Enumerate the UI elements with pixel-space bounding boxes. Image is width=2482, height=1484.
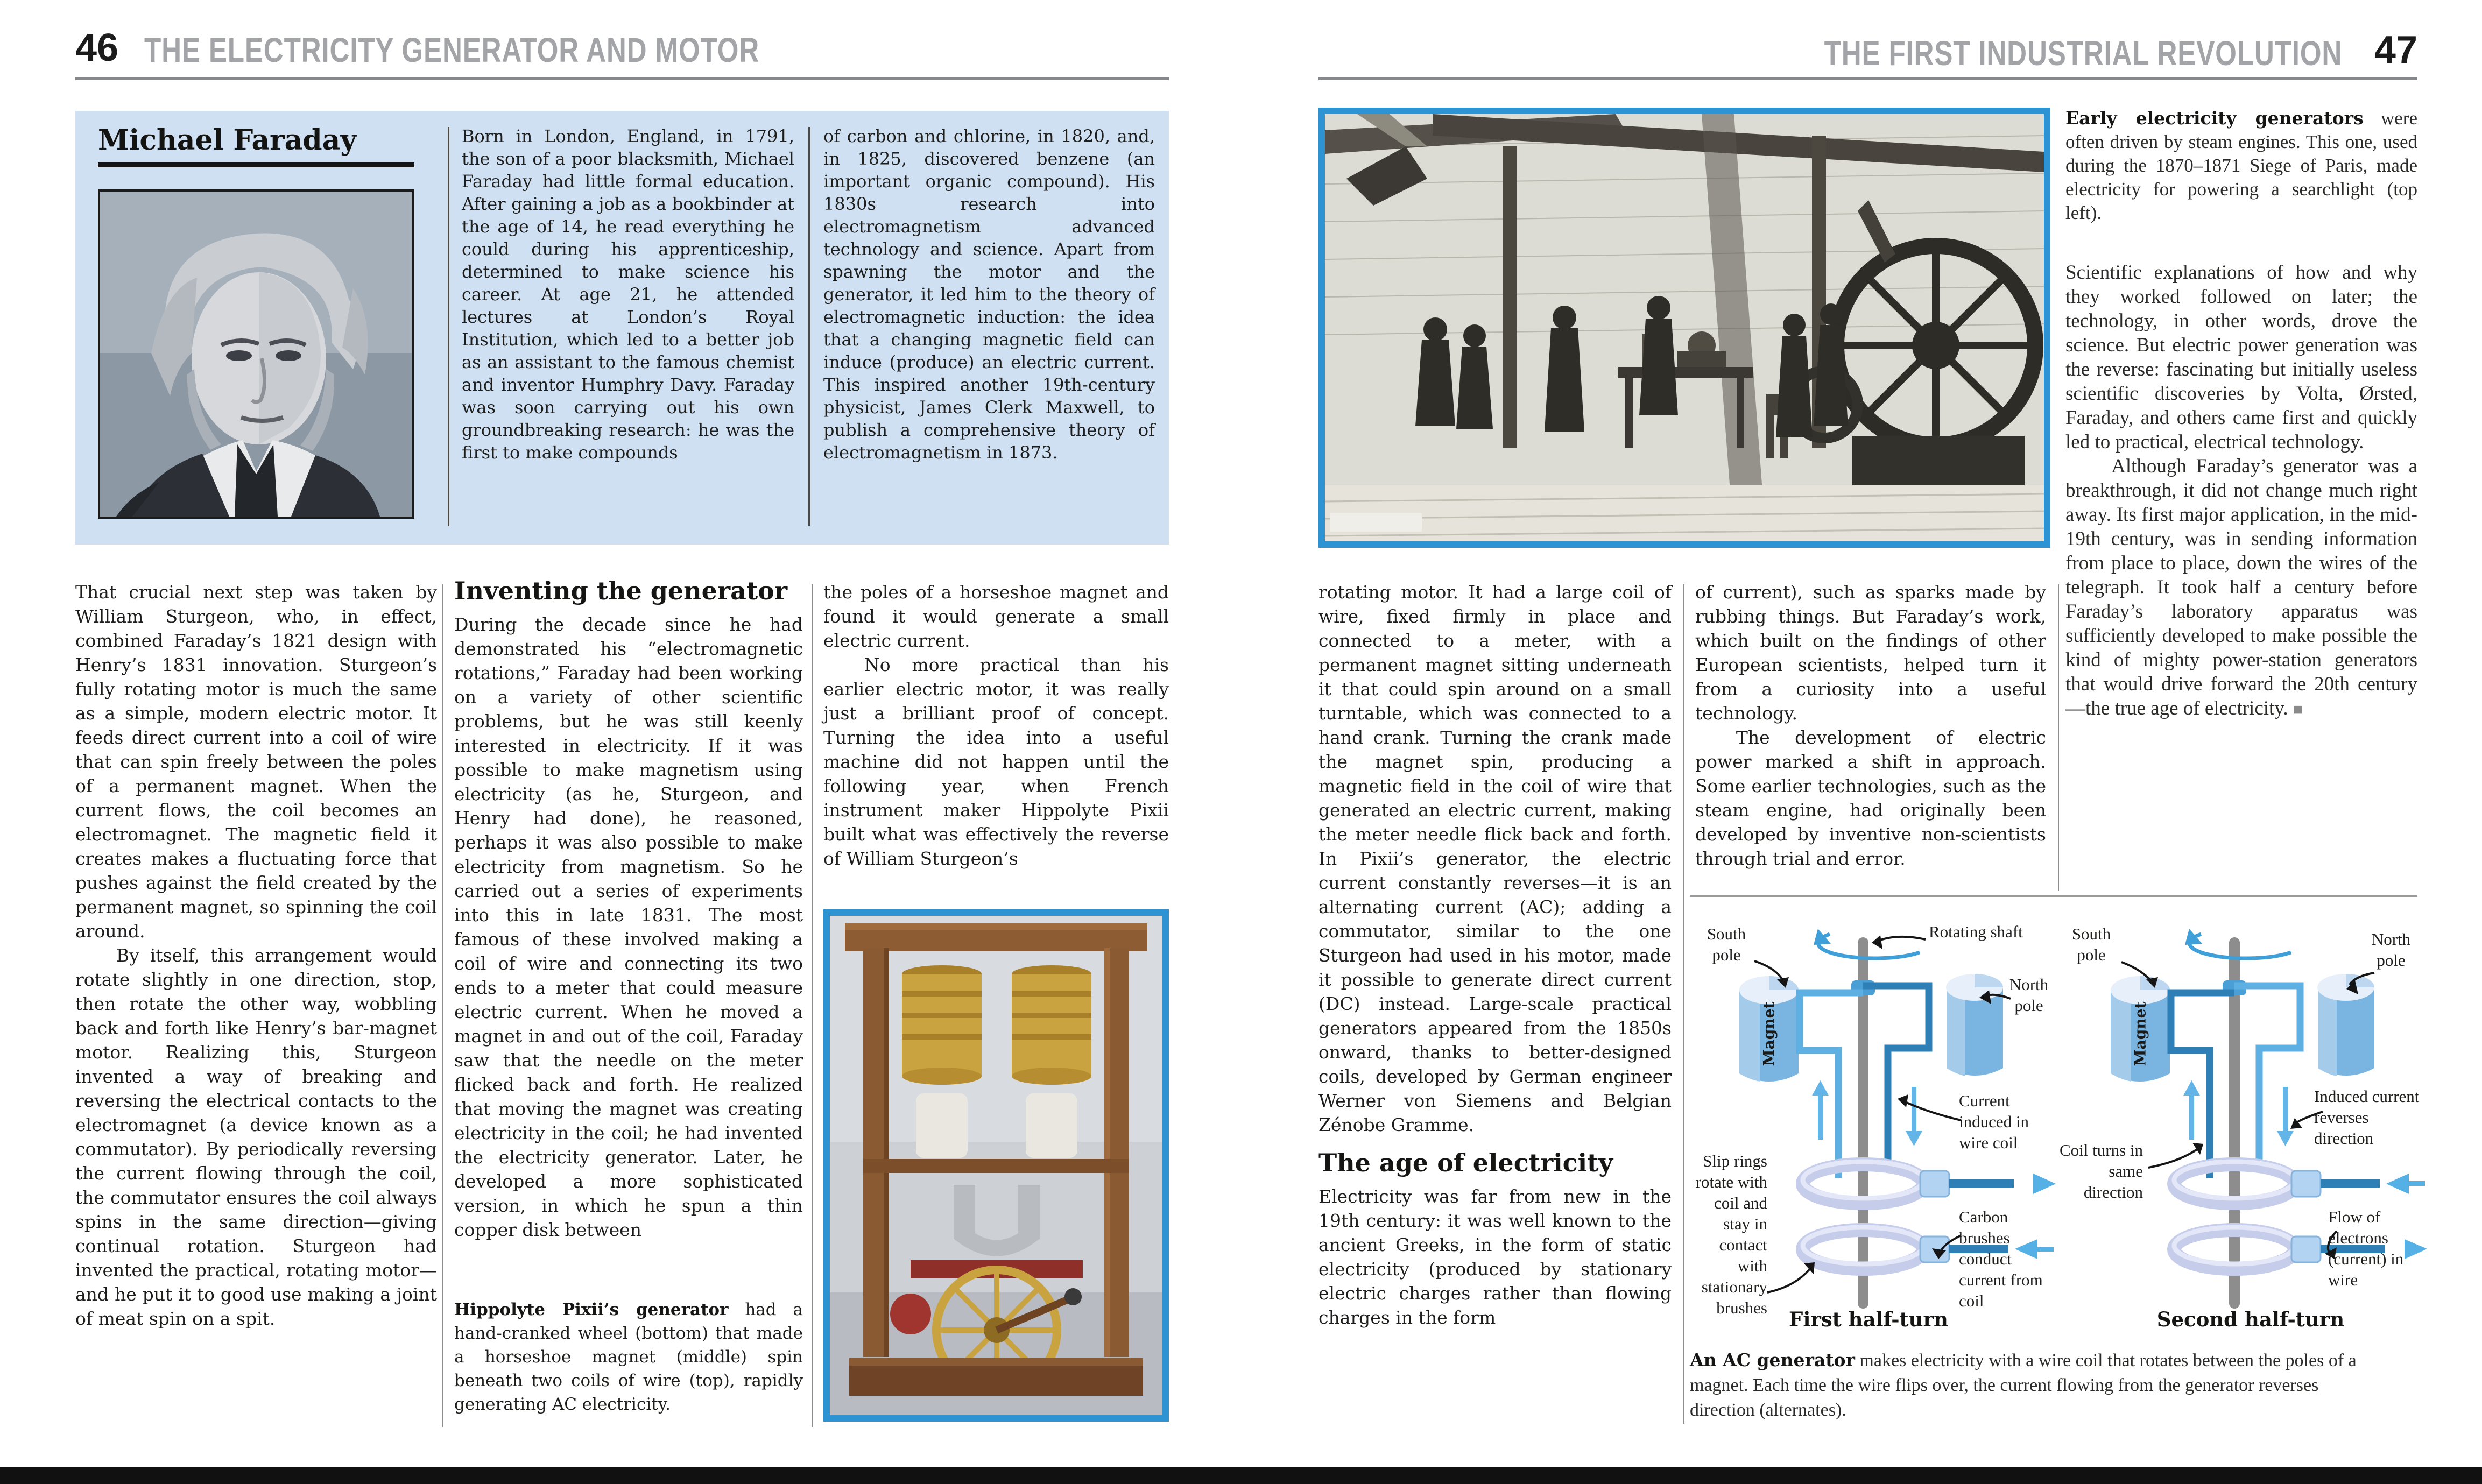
label-coil-turns: Coil turns in same direction <box>2059 1141 2143 1202</box>
running-head-right-text: THE FIRST INDUSTRIAL REVOLUTION <box>1824 34 2342 73</box>
right-col4-paragraph-2-text: Although Faraday’s generator was a breakthrough, it did not change much right away. Its first major application, in the mid-19th century, was in sending information from place to place, down the wires of the telegraph. It took half a century before Faraday’s laboratory apparatus was sufficiently developed to make possible the kind of mighty power-station generators that would drive forward the 20th century—the true age of electricity. <box>2065 455 2417 719</box>
label-south-pole-second: South pole <box>2071 924 2111 964</box>
pixii-generator-art <box>830 916 1162 1415</box>
left-column-divider-2 <box>812 584 813 1427</box>
label-current-induced: Current induced in wire coil <box>1959 1091 2029 1152</box>
left-body-column-1 <box>75 580 437 1331</box>
header-rule-right <box>1318 77 2417 80</box>
label-magnet-first: Magnet <box>1760 1001 1778 1066</box>
faraday-portrait-art <box>100 192 412 517</box>
engraving-caption <box>2065 107 2417 225</box>
left-col3-paragraph-2: No more practical than his earlier electric motor, it was really just a brilliant proof of concept. Turning the idea into a useful machine did not happen until the following year, when French instrument maker Hippolyte Pixii built what was effectively the reverse of William Sturgeon’s <box>823 654 1169 869</box>
coil-left <box>902 965 982 1085</box>
right-column-divider-1 <box>1683 584 1684 1424</box>
label-induced-current: Induced current reverses direction <box>2314 1087 2420 1148</box>
right-col4-paragraph-1: Scientific explanations of how and why they worked followed on later; the technology, in other words, drove the science. But electric power generation was the reverse: fascinating but initially useless scientific discoveries by Volta, Ørsted, Faraday, and others came first and quickly led to practical, electrical technology. <box>2065 262 2417 453</box>
ac-generator-caption <box>1690 1348 2368 1423</box>
faraday-box-title: Michael Faraday <box>98 124 357 157</box>
label-north-pole-second: North pole <box>2371 930 2411 970</box>
diagram-top-rule <box>1690 895 2417 897</box>
pixii-caption-lead: Hippolyte Pixii’s generator <box>454 1300 729 1319</box>
steam-generator-engraving-art <box>1325 114 2044 541</box>
engraving-caption-lead: Early electricity generators <box>2065 108 2364 129</box>
pixii-caption-rest: had a hand-cranked wheel (bottom) that made a horseshoe magnet (middle) spin beneath two coils of wire (top), rapidly generating AC electricity. <box>454 1300 803 1414</box>
steam-generator-engraving <box>1318 108 2050 548</box>
right-col1-paragraph-1: rotating motor. It had a large coil of wire, fixed firmly in place and connected to a meter, with a permanent magnet sitting underneath it that could spin around on a small turntable, which was connected to a hand crank. Turning the crank made the magnet spin, producing a magnetic field in the coil of wire that generated an electric current, making the meter needle flick back and forth. In Pixii’s generator, the electric current constantly reverses—it is an alternating current (AC); adding a commutator, similar to the one Sturgeon had used in his motor, made it possible to generate direct current (DC) instead. Large-scale practical generators appeared from the 1850s onward, thanks to better-designed coils, developed by German engineer Werner von Siemens and Belgian Zénobe Gramme. <box>1318 582 1672 1135</box>
label-carbon-brushes: Carbon brushes conduct current from coil <box>1959 1207 2043 1310</box>
right-col1-paragraph-2: Electricity was far from new in the 19th century: it was well known to the ancient Greeks, in the form of static electricity (produced by stationary electric charges rather than flowing charges in the form <box>1318 1186 1672 1328</box>
right-sidebar-column <box>2065 107 2417 722</box>
left-col1-paragraph-1: That crucial next step was taken by William Sturgeon, who, in effect, combined Faraday’s 1821 design with Henry’s 1831 innovation. Sturgeon’s fully rotating motor is much the same as a simple, modern electric motor. It feeds direct current into a coil of wire that can spin freely between the poles of a permanent magnet. When the current flows, the coil becomes an electromagnet. The magnetic field it creates makes a fluctuating force that pushes against the field created by the permanent magnet, so spinning the coil around. <box>75 582 437 942</box>
running-head-left-text: THE ELECTRICITY GENERATOR AND MOTOR <box>144 31 760 69</box>
left-column-divider-1 <box>442 584 443 1427</box>
right-body-column-1 <box>1318 580 1672 1330</box>
ac-generator-diagram-first <box>1686 909 2057 1334</box>
label-magnet-second: Magnet <box>2131 1001 2149 1066</box>
right-body-column-2 <box>1695 580 2046 871</box>
right-col4-paragraph-2 <box>2065 454 2417 722</box>
faraday-box-column-3 <box>823 125 1155 464</box>
label-rotating-shaft: Rotating shaft <box>1929 922 2023 941</box>
label-flow-of-electrons: Flow of electrons (current) in wire <box>2328 1207 2404 1289</box>
diagram-second-title: Second half-turn <box>2156 1308 2345 1331</box>
ac-caption-rest: makes electricity with a wire coil that rotates between the poles of a magnet. Each time the wire flips over, the current flowing from the generator reverses direction (alternates). <box>1690 1351 2357 1420</box>
box-column-divider-2 <box>808 127 810 526</box>
engraving-caption-rest: were often driven by steam engines. This one, used during the 1870–1871 Siege of Paris, made electricity for powering a searchlight (top left). <box>2065 108 2417 223</box>
inventing-generator-heading: Inventing the generator <box>454 576 788 605</box>
age-of-electricity-heading: The age of electricity <box>1318 1148 1613 1177</box>
right-column-divider-2 <box>2058 584 2059 891</box>
box-column-divider-1 <box>448 127 449 526</box>
faraday-box-col2-text: Born in London, England, in 1791, the son of a poor blacksmith, Michael Faraday had little formal education. After gaining a job as a bookbinder at the age of 14, he read everything he could during his apprenticeship, determined to make science his career. At age 21, he attended lectures at London’s Royal Institution, which led to a better job as an assistant to the famous chemist and inventor Humphry Davy. Faraday was soon carrying out his own groundbreaking research: he was the first to make compounds <box>462 126 794 463</box>
page-number-right: 47 <box>2374 29 2417 72</box>
right-col2-paragraph-2: The development of electric power marked a shift in approach. Some earlier technologies, such as the steam engine, had originally been developed by inventive non-scientists through trial and error. <box>1695 727 2046 869</box>
pixii-generator-photo <box>823 909 1169 1422</box>
right-col2-paragraph-1: of current), such as sparks made by rubbing things. But Faraday’s work, which built on the findings of other European scientists, helped turn it from a curiosity into a useful technology. <box>1695 582 2046 724</box>
left-body-column-2 <box>454 577 803 1242</box>
running-head-right <box>1318 30 2417 74</box>
article-end-mark: ■ <box>2293 701 2303 718</box>
page-number-left: 46 <box>75 26 119 69</box>
left-col2-paragraph: During the decade since he had demonstrated his “electromagnetic rotations,” Faraday had been working on a variety of other scientific problems, but he was still keenly interested in electricity. If it was possible to make magnetism using electricity (as he, Sturgeon, and Henry had done), he reasoned, perhaps it was also possible to make electricity from magnetism. So he carried out a series of experiments into this in late 1831. The most famous of these involved making a coil of wire and connecting its two ends to a meter that could measure electric current. When he moved a magnet in and out of the coil, Faraday saw that the needle on the meter flicked back and forth. He realized that moving the magnet was creating electricity in the coil; he had invented the electricity generator. Later, he developed a more sophisticated version, in which he spun a thin copper disk between <box>454 614 803 1240</box>
header-rule-left <box>75 77 1169 80</box>
label-north-pole-first: North pole <box>2009 975 2049 1015</box>
ac-caption-lead: An AC generator <box>1690 1349 1855 1370</box>
coil-right <box>1012 965 1091 1085</box>
ac-generator-diagram-second <box>2057 909 2428 1334</box>
left-body-column-3 <box>823 580 1169 871</box>
faraday-box-title-rule <box>98 162 414 167</box>
faraday-box-column-2 <box>462 125 794 464</box>
label-slip-rings: Slip rings rotate with coil and stay in contact with stationary brushes <box>1695 1151 1767 1317</box>
faraday-portrait-image <box>98 189 414 519</box>
running-head-left <box>144 30 913 70</box>
label-south-pole-first: South pole <box>1707 924 1746 964</box>
faraday-box-col3-text: of carbon and chlorine, in 1820, and, in 1825, discovered benzene (an important organic compound). His 1830s research into electromagnetism advanced technology and science. Apart from spawning the motor and the generator, it led him to the theory of electromagnetic induction: the idea that a changing magnetic field can induce (produce) an electric current. This inspired another 19th-century physicist, James Clerk Maxwell, to publish a comprehensive theory of electromagnetism in 1873. <box>823 126 1155 463</box>
faraday-biography-box <box>75 111 1169 545</box>
left-col1-paragraph-2: By itself, this arrangement would rotate slightly in one direction, stop, then rotate the other way, wobbling back and forth like Henry’s bar-magnet motor. Realizing this, Sturgeon invented a way of breaking and reversing the electrical contacts to the electromagnet (a device known as a commutator). By periodically reversing the current flowing through the coil, the commutator ensures the coil always spins in the same direction—giving continual rotation. Sturgeon had invented the practical, rotating motor—and he put it to good use making a joint of meat spin on a spit. <box>75 945 437 1329</box>
diagram-first-title: First half-turn <box>1789 1308 1948 1331</box>
left-col3-paragraph-1: the poles of a horseshoe magnet and found it would generate a small electric current. <box>823 582 1169 651</box>
pixii-caption <box>454 1298 803 1416</box>
page-bottom-edge <box>0 1467 2482 1484</box>
